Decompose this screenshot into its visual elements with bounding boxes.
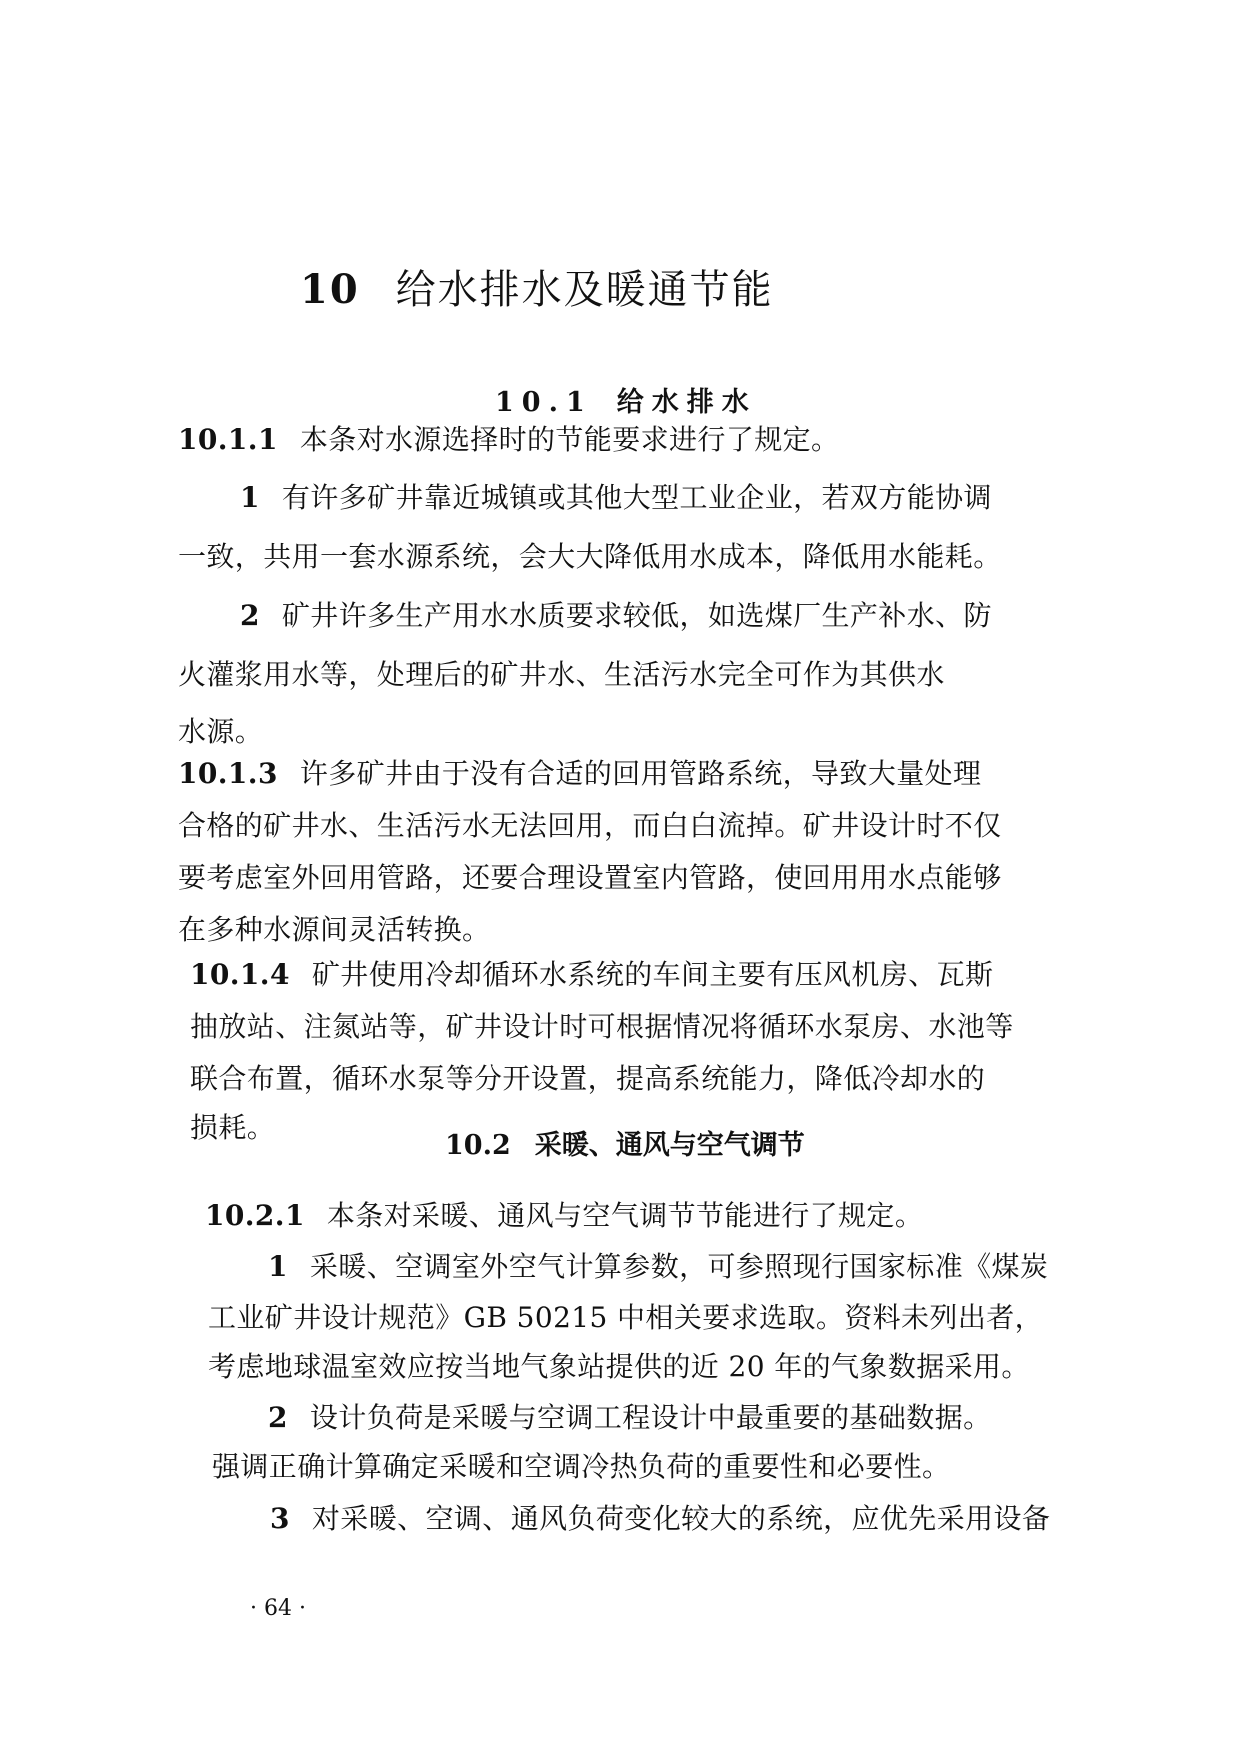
clause-number: 10.1.3 bbox=[178, 757, 278, 790]
paragraph-line bbox=[178, 655, 945, 695]
chapter-title bbox=[300, 258, 940, 315]
paragraph-line bbox=[268, 1247, 1048, 1287]
paragraph-line bbox=[270, 1499, 1050, 1539]
paragraph-line bbox=[268, 1398, 992, 1438]
paragraph-line bbox=[240, 596, 992, 636]
section-title-10-1 bbox=[495, 380, 757, 419]
line-text: 在多种水源间灵活转换。 bbox=[178, 913, 491, 946]
clause-number: 10.1.4 bbox=[190, 958, 290, 991]
line-text: 损耗。 bbox=[190, 1111, 276, 1144]
paragraph-line bbox=[190, 1059, 985, 1099]
line-text: 水源。 bbox=[178, 715, 264, 748]
line-text: 本条对采暖、通风与空气调节节能进行了规定。 bbox=[326, 1199, 924, 1232]
paragraph-line bbox=[178, 858, 1002, 898]
line-text: 本条对水源选择时的节能要求进行了规定。 bbox=[299, 423, 840, 456]
line-text: 采暖、空调室外空气计算参数，可参照现行国家标准《煤炭 bbox=[309, 1250, 1049, 1283]
paragraph-line bbox=[205, 1196, 923, 1236]
item-number: 2 bbox=[268, 1401, 288, 1434]
line-text: 考虑地球温室效应按当地气象站提供的近 20 年的气象数据采用。 bbox=[208, 1350, 1030, 1383]
paragraph-line bbox=[190, 955, 993, 995]
line-text: 火灌浆用水等，处理后的矿井水、生活污水完全可作为其供水 bbox=[178, 658, 945, 691]
paragraph-line bbox=[208, 1298, 1043, 1338]
line-text: 联合布置，循环水泵等分开设置，提高系统能力，降低冷却水的 bbox=[190, 1062, 986, 1095]
line-text: 许多矿井由于没有合适的回用管路系统，导致大量处理 bbox=[299, 757, 982, 790]
paragraph-line bbox=[240, 478, 992, 518]
paragraph-line bbox=[178, 910, 490, 950]
paragraph-line bbox=[178, 754, 981, 794]
line-text: 有许多矿井靠近城镇或其他大型工业企业，若双方能协调 bbox=[281, 481, 992, 514]
line-text: 工业矿井设计规范》GB 50215 中相关要求选取。资料未列出者， bbox=[208, 1301, 1044, 1334]
item-number: 1 bbox=[240, 481, 260, 514]
line-text: 强调正确计算确定采暖和空调冷热负荷的重要性和必要性。 bbox=[212, 1450, 951, 1483]
line-text: 矿井许多生产用水水质要求较低，如选煤厂生产补水、防 bbox=[281, 599, 992, 632]
item-number: 1 bbox=[268, 1250, 288, 1283]
line-text: 抽放站、注氮站等，矿井设计时可根据情况将循环水泵房、水池等 bbox=[190, 1010, 1014, 1043]
line-text: 要考虑室外回用管路，还要合理设置室内管路，使回用用水点能够 bbox=[178, 861, 1002, 894]
chapter-title-text: 给水排水及暖通节能 bbox=[395, 267, 774, 313]
clause-number: 10.2.1 bbox=[205, 1199, 305, 1232]
paragraph-line bbox=[178, 712, 263, 752]
paragraph-line bbox=[178, 420, 839, 460]
section-title-text: 采暖、通风与空气调节 bbox=[534, 1130, 805, 1161]
paragraph-line bbox=[212, 1447, 950, 1487]
line-text: 对采暖、空调、通风负荷变化较大的系统，应优先采用设备 bbox=[311, 1502, 1051, 1535]
paragraph-line bbox=[190, 1108, 275, 1148]
item-number: 3 bbox=[270, 1502, 290, 1535]
page-number: · 64 · bbox=[250, 1596, 306, 1621]
line-text: 矿井使用冷却循环水系统的车间主要有压风机房、瓦斯 bbox=[311, 958, 994, 991]
section-number: 10.2 bbox=[445, 1130, 511, 1161]
line-text: 合格的矿井水、生活污水无法回用，而白白流掉。矿井设计时不仅 bbox=[178, 809, 1002, 842]
clause-number: 10.1.1 bbox=[178, 423, 278, 456]
paragraph-line bbox=[178, 537, 1002, 577]
line-text: 设计负荷是采暖与空调工程设计中最重要的基础数据。 bbox=[309, 1401, 992, 1434]
section-number: 10.1 bbox=[495, 387, 593, 418]
item-number: 2 bbox=[240, 599, 260, 632]
section-title-text: 给水排水 bbox=[616, 387, 757, 418]
chapter-number: 10 bbox=[300, 266, 360, 313]
paragraph-line bbox=[208, 1347, 1030, 1387]
paragraph-line bbox=[178, 806, 1002, 846]
section-title-10-2 bbox=[445, 1123, 805, 1162]
line-text: 一致，共用一套水源系统，会大大降低用水成本，降低用水能耗。 bbox=[178, 540, 1002, 573]
paragraph-line bbox=[190, 1007, 1014, 1047]
